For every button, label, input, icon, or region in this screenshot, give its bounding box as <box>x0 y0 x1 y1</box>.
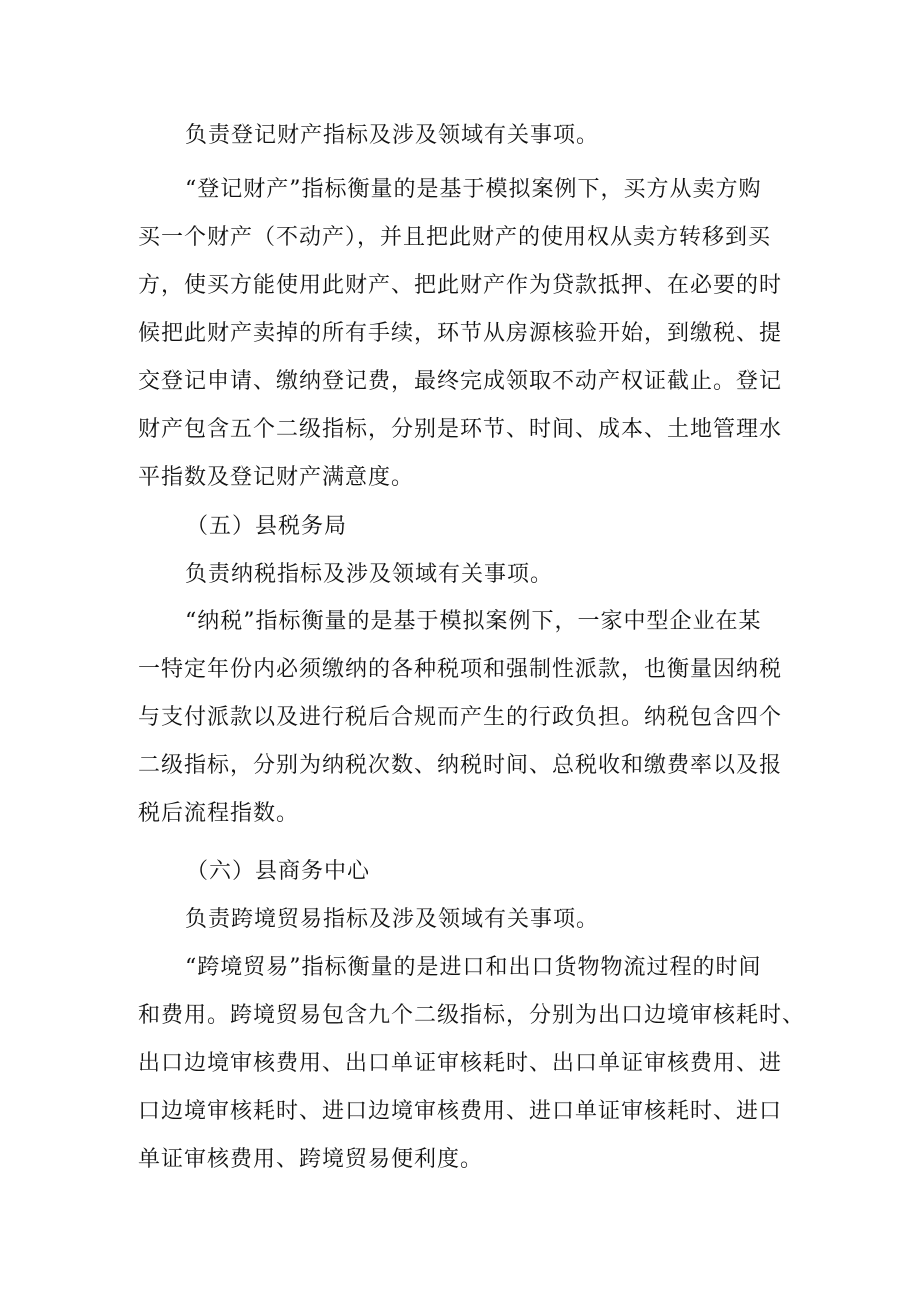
paragraph-line: 单证审核费用、跨境贸易便利度。 <box>138 1147 484 1172</box>
paragraph-line: 负责跨境贸易指标及涉及领域有关事项。 <box>185 907 600 932</box>
paragraph-line: 候把此财产卖掉的所有手续，环节从房源核验开始，到缴税、提 <box>138 321 783 346</box>
paragraph-line: 口边境审核耗时、进口边境审核费用、进口单证审核耗时、进口 <box>138 1099 783 1124</box>
paragraph-line: 负责登记财产指标及涉及领域有关事项。 <box>185 123 600 148</box>
paragraph-line: 和费用。跨境贸易包含九个二级指标，分别为出口边境审核耗时、 <box>138 1003 806 1028</box>
paragraph-line: 交登记申请、缴纳登记费，最终完成领取不动产权证截止。登记 <box>138 369 783 394</box>
paragraph-line: 与支付派款以及进行税后合规而产生的行政负担。纳税包含四个 <box>138 705 783 730</box>
paragraph-line: 方，使买方能使用此财产、把此财产作为贷款抵押、在必要的时 <box>138 273 783 298</box>
paragraph-line: 出口边境审核费用、出口单证审核耗时、出口单证审核费用、进 <box>138 1051 783 1076</box>
paragraph-line: 二级指标，分别为纳税次数、纳税时间、总税收和缴费率以及报 <box>138 753 783 778</box>
paragraph-line: 平指数及登记财产满意度。 <box>138 465 415 490</box>
paragraph-line: “跨境贸易”指标衡量的是进口和出口货物物流过程的时间 <box>185 955 762 980</box>
section-heading: （五）县税务局 <box>186 514 348 539</box>
paragraph-line: “纳税”指标衡量的是基于模拟案例下，一家中型企业在某 <box>185 609 762 634</box>
section-heading: （六）县商务中心 <box>186 859 371 884</box>
paragraph-line: 负责纳税指标及涉及领域有关事项。 <box>185 562 554 587</box>
paragraph-line: 一特定年份内必须缴纳的各种税项和强制性派款，也衡量因纳税 <box>138 657 783 682</box>
paragraph-line: “登记财产”指标衡量的是基于模拟案例下，买方从卖方购 <box>185 177 762 202</box>
paragraph-line: 财产包含五个二级指标，分别是环节、时间、成本、土地管理水 <box>138 417 783 442</box>
paragraph-line: 买一个财产（不动产），并且把此财产的使用权从卖方转移到买 <box>138 225 772 250</box>
paragraph-line: 税后流程指数。 <box>138 801 300 826</box>
